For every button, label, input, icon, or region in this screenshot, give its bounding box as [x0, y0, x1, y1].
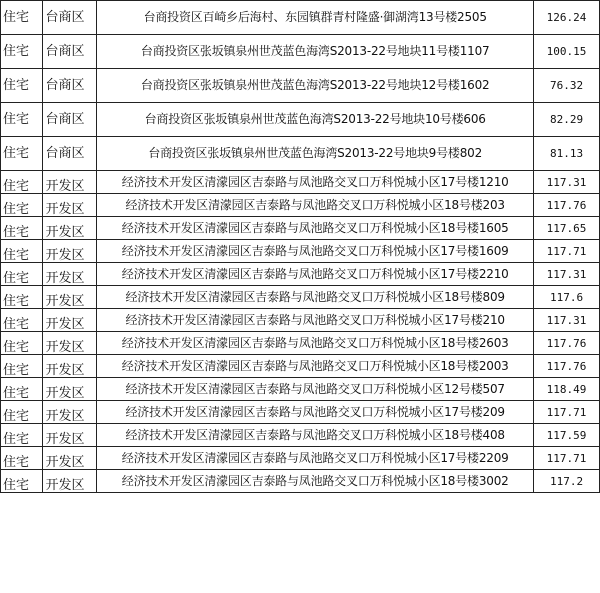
property-type-cell: 住宅 — [1, 355, 43, 378]
address-cell — [97, 309, 534, 332]
table-row — [1, 35, 600, 69]
property-type-cell: 住宅 — [1, 35, 43, 69]
area-cell: 100.15 — [534, 35, 600, 69]
table-row — [1, 470, 600, 493]
property-type-cell: 住宅 — [1, 401, 43, 424]
address-text: 经济技术开发区清濛园区吉泰路与凤池路交叉口万科悦城小区18号楼2003 — [121, 358, 509, 373]
area-cell: 117.71 — [534, 240, 600, 263]
address-cell: 台商投资区张坂镇泉州世茂蓝色海湾S2013-22号地块11号楼1107 — [97, 35, 534, 69]
area-cell: 126.24 — [534, 1, 600, 35]
area-cell: 117.31 — [534, 171, 600, 194]
area-cell: 117.6 — [534, 286, 600, 309]
address-cell — [97, 355, 534, 378]
property-type-cell: 住宅 — [1, 137, 43, 171]
district-cell: 开发区 — [42, 240, 97, 263]
property-type-cell: 住宅 — [1, 470, 43, 493]
district-cell: 开发区 — [42, 355, 97, 378]
district-cell: 开发区 — [42, 309, 97, 332]
table-row — [1, 263, 600, 286]
address-text: 经济技术开发区清濛园区吉泰路与凤池路交叉口万科悦城小区18号楼809 — [125, 289, 505, 304]
area-cell: 118.49 — [534, 378, 600, 401]
property-type-cell: 住宅 — [1, 171, 43, 194]
table-row — [1, 332, 600, 355]
property-type-cell: 住宅 — [1, 194, 43, 217]
table-row — [1, 447, 600, 470]
address-text: 经济技术开发区清濛园区吉泰路与凤池路交叉口万科悦城小区17号楼1609 — [121, 243, 509, 258]
property-type-cell: 住宅 — [1, 447, 43, 470]
district-cell: 台商区 — [42, 69, 97, 103]
address-cell: 台商投资区百崎乡后海村、东园镇群青村隆盛·御湖湾13号楼2505 — [97, 1, 534, 35]
address-cell — [97, 447, 534, 470]
table-row — [1, 137, 600, 171]
table-row — [1, 240, 600, 263]
district-cell: 开发区 — [42, 470, 97, 493]
address-cell — [97, 217, 534, 240]
property-type-cell: 住宅 — [1, 69, 43, 103]
district-cell: 开发区 — [42, 217, 97, 240]
address-cell — [97, 332, 534, 355]
table-row — [1, 378, 600, 401]
property-type-cell: 住宅 — [1, 263, 43, 286]
address-text: 经济技术开发区清濛园区吉泰路与凤池路交叉口万科悦城小区18号楼408 — [125, 427, 505, 442]
district-cell: 开发区 — [42, 332, 97, 355]
area-cell: 76.32 — [534, 69, 600, 103]
address-cell — [97, 286, 534, 309]
district-cell: 开发区 — [42, 194, 97, 217]
address-text: 经济技术开发区清濛园区吉泰路与凤池路交叉口万科悦城小区18号楼203 — [125, 197, 505, 212]
district-cell: 开发区 — [42, 424, 97, 447]
address-cell — [97, 240, 534, 263]
address-text: 经济技术开发区清濛园区吉泰路与凤池路交叉口万科悦城小区18号楼3002 — [121, 473, 509, 488]
district-cell: 台商区 — [42, 35, 97, 69]
property-type-cell: 住宅 — [1, 424, 43, 447]
table-row — [1, 103, 600, 137]
address-cell — [97, 378, 534, 401]
address-text: 经济技术开发区清濛园区吉泰路与凤池路交叉口万科悦城小区12号楼507 — [125, 381, 505, 396]
property-type-cell: 住宅 — [1, 286, 43, 309]
property-type-cell: 住宅 — [1, 332, 43, 355]
property-type-cell: 住宅 — [1, 240, 43, 263]
area-cell: 117.59 — [534, 424, 600, 447]
area-cell: 117.65 — [534, 217, 600, 240]
table-row — [1, 424, 600, 447]
address-text: 经济技术开发区清濛园区吉泰路与凤池路交叉口万科悦城小区18号楼1605 — [121, 220, 509, 235]
table-row — [1, 1, 600, 35]
district-cell: 台商区 — [42, 137, 97, 171]
district-cell: 开发区 — [42, 401, 97, 424]
area-cell: 117.2 — [534, 470, 600, 493]
property-type-cell: 住宅 — [1, 103, 43, 137]
address-cell — [97, 470, 534, 493]
district-cell: 开发区 — [42, 447, 97, 470]
district-cell: 开发区 — [42, 263, 97, 286]
area-cell: 117.76 — [534, 355, 600, 378]
table-row — [1, 171, 600, 194]
address-text: 经济技术开发区清濛园区吉泰路与凤池路交叉口万科悦城小区17号楼1210 — [121, 174, 509, 189]
area-cell: 117.31 — [534, 309, 600, 332]
table-row — [1, 286, 600, 309]
address-text: 经济技术开发区清濛园区吉泰路与凤池路交叉口万科悦城小区17号楼2209 — [121, 450, 509, 465]
table-row — [1, 194, 600, 217]
address-cell — [97, 171, 534, 194]
district-cell: 台商区 — [42, 1, 97, 35]
address-text: 经济技术开发区清濛园区吉泰路与凤池路交叉口万科悦城小区17号楼209 — [125, 404, 505, 419]
property-type-cell: 住宅 — [1, 1, 43, 35]
district-cell: 台商区 — [42, 103, 97, 137]
address-text: 经济技术开发区清濛园区吉泰路与凤池路交叉口万科悦城小区17号楼2210 — [121, 266, 509, 281]
area-cell: 117.76 — [534, 332, 600, 355]
table-row — [1, 69, 600, 103]
table-row — [1, 217, 600, 240]
area-cell: 82.29 — [534, 103, 600, 137]
address-cell: 台商投资区张坂镇泉州世茂蓝色海湾S2013-22号地块10号楼606 — [97, 103, 534, 137]
area-cell: 117.71 — [534, 447, 600, 470]
area-cell: 117.31 — [534, 263, 600, 286]
area-cell: 117.76 — [534, 194, 600, 217]
address-text: 经济技术开发区清濛园区吉泰路与凤池路交叉口万科悦城小区17号楼210 — [125, 312, 505, 327]
address-cell — [97, 263, 534, 286]
area-cell: 81.13 — [534, 137, 600, 171]
district-cell: 开发区 — [42, 286, 97, 309]
table-row — [1, 355, 600, 378]
table-row — [1, 309, 600, 332]
address-cell — [97, 424, 534, 447]
address-cell — [97, 194, 534, 217]
property-type-cell: 住宅 — [1, 378, 43, 401]
address-cell: 台商投资区张坂镇泉州世茂蓝色海湾S2013-22号地块12号楼1602 — [97, 69, 534, 103]
district-cell: 开发区 — [42, 378, 97, 401]
address-cell: 台商投资区张坂镇泉州世茂蓝色海湾S2013-22号地块9号楼802 — [97, 137, 534, 171]
address-text: 经济技术开发区清濛园区吉泰路与凤池路交叉口万科悦城小区18号楼2603 — [121, 335, 509, 350]
property-type-cell: 住宅 — [1, 217, 43, 240]
property-type-cell: 住宅 — [1, 309, 43, 332]
area-cell: 117.71 — [534, 401, 600, 424]
table-row — [1, 401, 600, 424]
address-cell — [97, 401, 534, 424]
district-cell: 开发区 — [42, 171, 97, 194]
